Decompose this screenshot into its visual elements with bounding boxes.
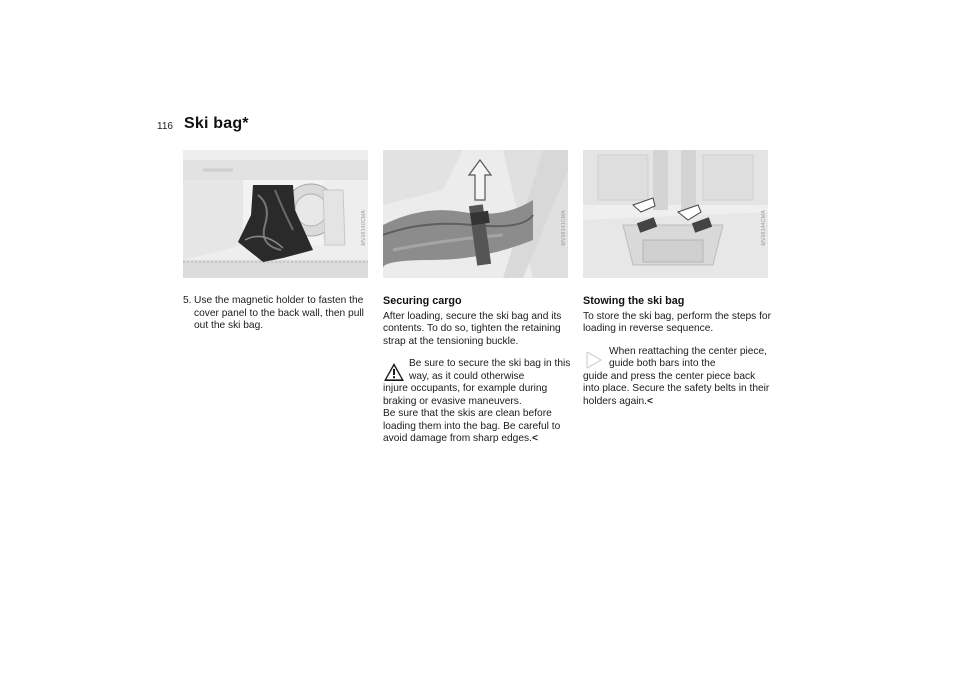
figure-code: MV06144CMA [761,210,767,246]
step-text: Use the magnetic holder to fasten the cover panel to the back wall, then pull out the ski bag. [194,295,364,331]
left-column [183,295,368,333]
stowing-heading: Stowing the ski bag [583,295,685,307]
page-number: 116 [157,121,173,132]
figure-code: MV06140CMA [361,210,367,246]
securing-cargo-body: After loading, secure the ski bag and its contents. To do so, tighten the retaining strap at the tensioning buckle. [383,310,562,347]
note-first-line: When reattaching the center piece, guide both bars into the [609,345,768,369]
strap-illustration [383,150,568,278]
info-note [583,346,773,409]
trunk-illustration [183,150,368,278]
center-piece-illustration [583,150,768,278]
note-rest-text: guide and press the center piece back into place. Secure the safety belts in their holders again. [583,370,770,407]
warning-second-text: Be sure that the skis are clean before loading them into the bag. Be careful to avoid damage from sharp edges. [383,408,561,444]
figure-retaining-strap [383,150,568,278]
step-number: 5. [183,295,192,306]
warning-second [383,408,573,446]
figure-trunk-ski-bag [183,150,368,278]
warning-first-line: Be sure to secure the ski bag in this way, as it could otherwise [409,358,571,382]
stowing-body: To store the ski bag, perform the steps for loading in reverse sequence. [583,310,771,334]
page-title: Ski bag* [184,115,249,132]
end-mark: < [531,433,538,444]
warning-note [383,358,573,446]
figure-code: MV06141CMA [561,210,567,246]
warning-rest: injure occupants, for example during braking or evasive maneuvers. [383,383,548,407]
stowing-section [583,295,773,408]
note-pointer-icon [583,349,605,371]
step-5 [183,295,368,333]
warning-triangle-icon [383,361,405,383]
securing-cargo-heading: Securing cargo [383,295,462,307]
note-rest [583,371,773,409]
end-mark: < [647,395,653,407]
securing-cargo-section [383,295,573,446]
figure-center-piece [583,150,768,278]
